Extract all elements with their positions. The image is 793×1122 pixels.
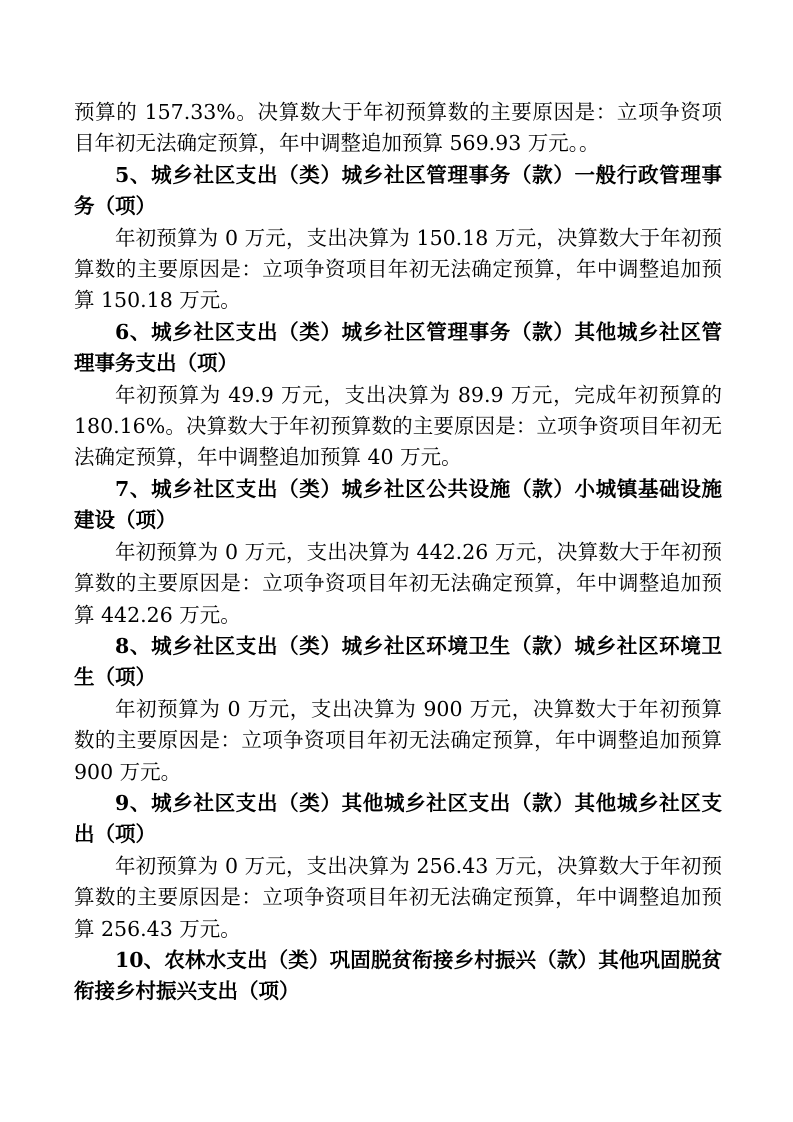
section-heading-8: 8、城乡社区支出（类）城乡社区环境卫生（款）城乡社区环境卫生（项）: [74, 633, 722, 690]
paragraph-continued: 预算的 157.33%。决算数大于年初预算数的主要原因是：立项争资项目年初无法确定预算，年中调整追加预算 569.93 万元。。: [74, 100, 722, 156]
paragraph-7: 年初预算为 0 万元，支出决算为 442.26 万元，决算数大于年初预算数的主要原因是：立项争资项目年初无法确定预算，年中调整追加预算 442.26 万元。: [74, 539, 722, 627]
paragraph-5: 年初预算为 0 万元，支出决算为 150.18 万元，决算数大于年初预算数的主要原因是：立项争资项目年初无法确定预算，年中调整追加预算 150.18 万元。: [74, 225, 722, 313]
paragraph-8: 年初预算为 0 万元，支出决算为 900 万元，决算数大于年初预算数的主要原因是：立项争资项目年初无法确定预算，年中调整追加预算 900 万元。: [74, 696, 722, 784]
section-heading-7: 7、城乡社区支出（类）城乡社区公共设施（款）小城镇基础设施建设（项）: [74, 476, 722, 533]
section-heading-9: 9、城乡社区支出（类）其他城乡社区支出（款）其他城乡社区支出（项）: [74, 790, 722, 847]
section-heading-6: 6、城乡社区支出（类）城乡社区管理事务（款）其他城乡社区管理事务支出（项）: [74, 319, 722, 376]
paragraph-9: 年初预算为 0 万元，支出决算为 256.43 万元，决算数大于年初预算数的主要原因是：立项争资项目年初无法确定预算，年中调整追加预算 256.43 万元。: [74, 853, 722, 941]
section-heading-10: 10、农林水支出（类）巩固脱贫衔接乡村振兴（款）其他巩固脱贫衔接乡村振兴支出（项）: [74, 947, 722, 1004]
section-heading-5: 5、城乡社区支出（类）城乡社区管理事务（款）一般行政管理事务（项）: [74, 162, 722, 219]
paragraph-6: 年初预算为 49.9 万元，支出决算为 89.9 万元，完成年初预算的 180.16%。决算数大于年初预算数的主要原因是：立项争资项目年初无法确定预算，年中调整追加预算 40 万元。: [74, 382, 722, 470]
document-page: [74, 97, 722, 1008]
